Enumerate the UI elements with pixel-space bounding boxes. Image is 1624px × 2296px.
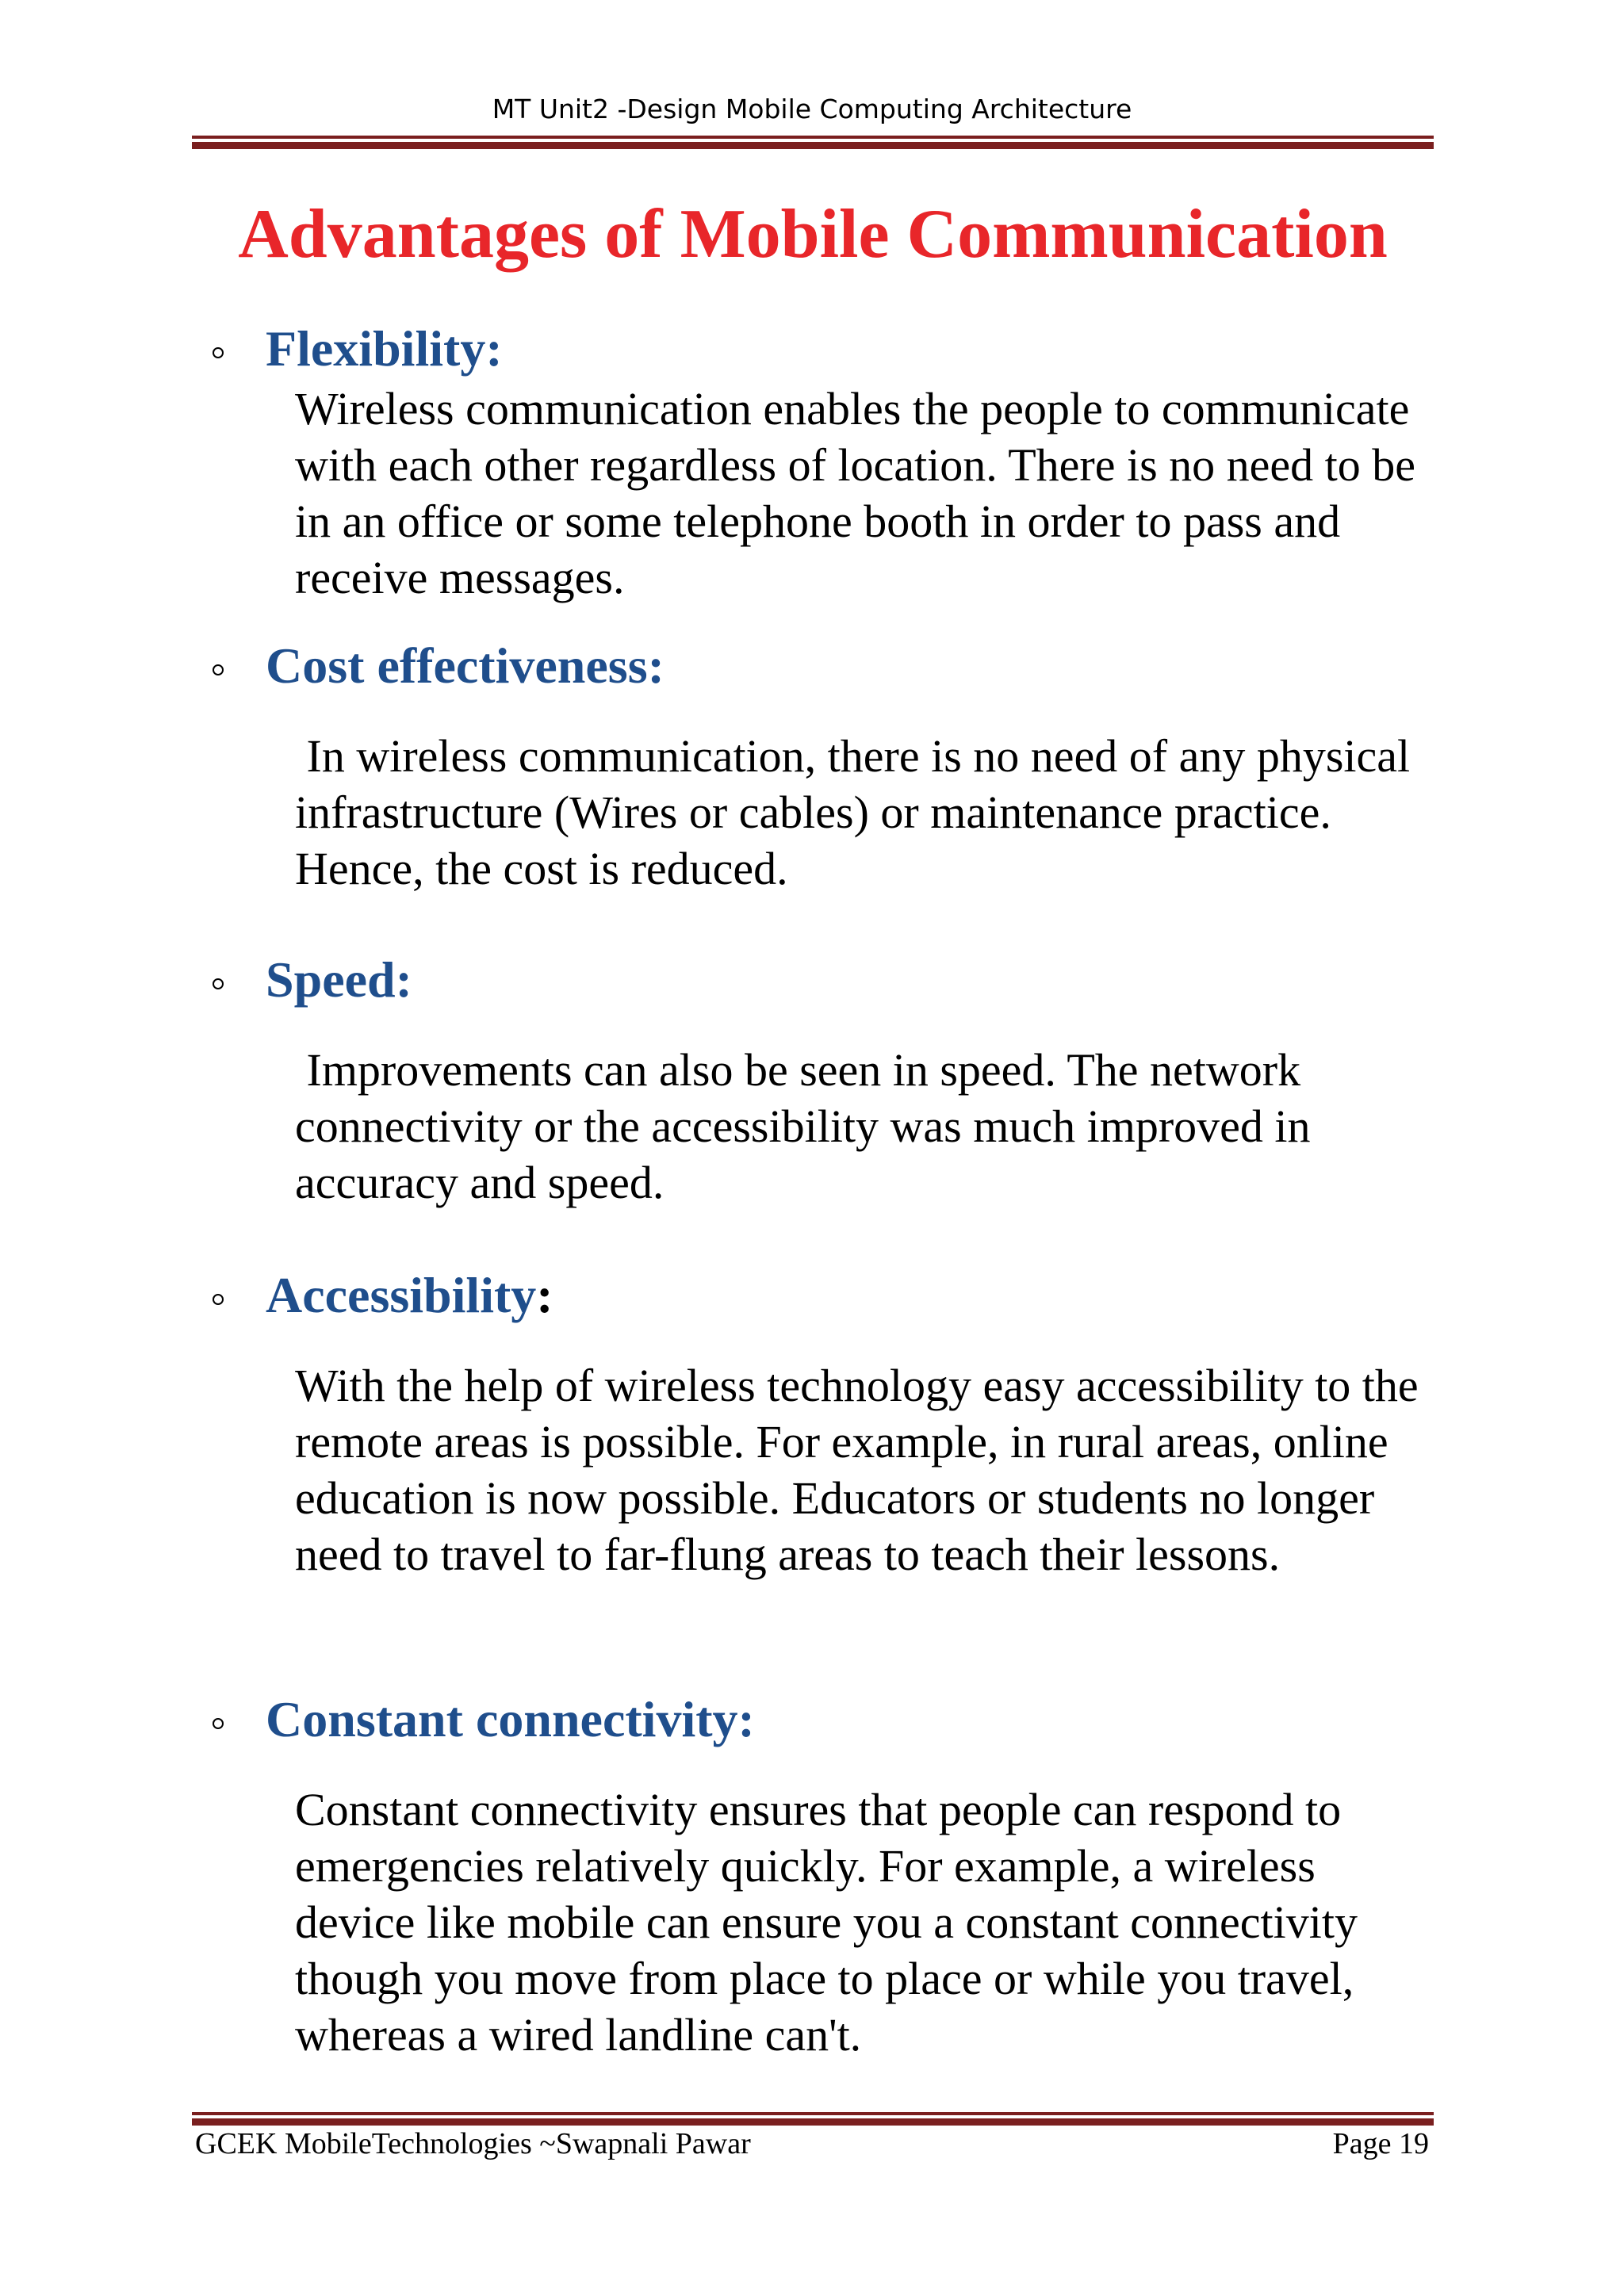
bullet-circle-icon [213,1718,224,1729]
section-flexibility [192,317,1434,606]
section-heading: Cost effectiveness: [266,637,665,694]
page-number: Page 19 [1332,2127,1429,2160]
section-body: Wireless communication enables the people to communicate with each other regardless of location. There is no need to be in an office or some telephone booth in order to pass and receive messages. [295,383,1415,603]
bullet-circle-icon [213,664,224,675]
section-body: Constant connectivity ensures that people can respond to emergencies relatively quickly. For example, a wireless device like mobile can ensure you a constant connectivity though you move from place to place or while you travel, whereas a wired landline can't. [295,1784,1358,2061]
footer-rule [192,2112,1434,2126]
page-title: Advantages of Mobile Communication [238,196,1388,273]
page-header: MT Unit2 -Design Mobile Computing Architecture [492,94,1132,124]
header-rule [192,136,1434,149]
section-heading: Accessibility: [266,1267,553,1323]
section-body: With the help of wireless technology easy accessibility to the remote areas is possible. For example, in rural areas, online education is now possible. Educators or students no longer need to travel to far-flung areas to teach their lessons. [295,1360,1419,1580]
section-accessibility [192,1264,1434,1582]
section-heading: Constant connectivity: [266,1691,755,1747]
section-heading: Flexibility: [266,320,503,377]
section-heading: Speed: [266,951,412,1008]
section-body: Improvements can also be seen in speed. The network connectivity or the accessibility was much improved in accuracy and speed. [295,1044,1323,1208]
bullet-circle-icon [213,1294,224,1305]
section-speed [192,948,1434,1211]
footer-author: GCEK MobileTechnologies ~Swapnali Pawar [195,2127,751,2160]
section-cost-effectiveness [192,634,1434,897]
bullet-circle-icon [213,978,224,989]
section-constant-connectivity [192,1688,1434,2063]
section-body: In wireless communication, there is no need of any physical infrastructure (Wires or cables) or maintenance practice. Hence, the cost is reduced. [295,730,1422,894]
bullet-circle-icon [213,347,224,358]
